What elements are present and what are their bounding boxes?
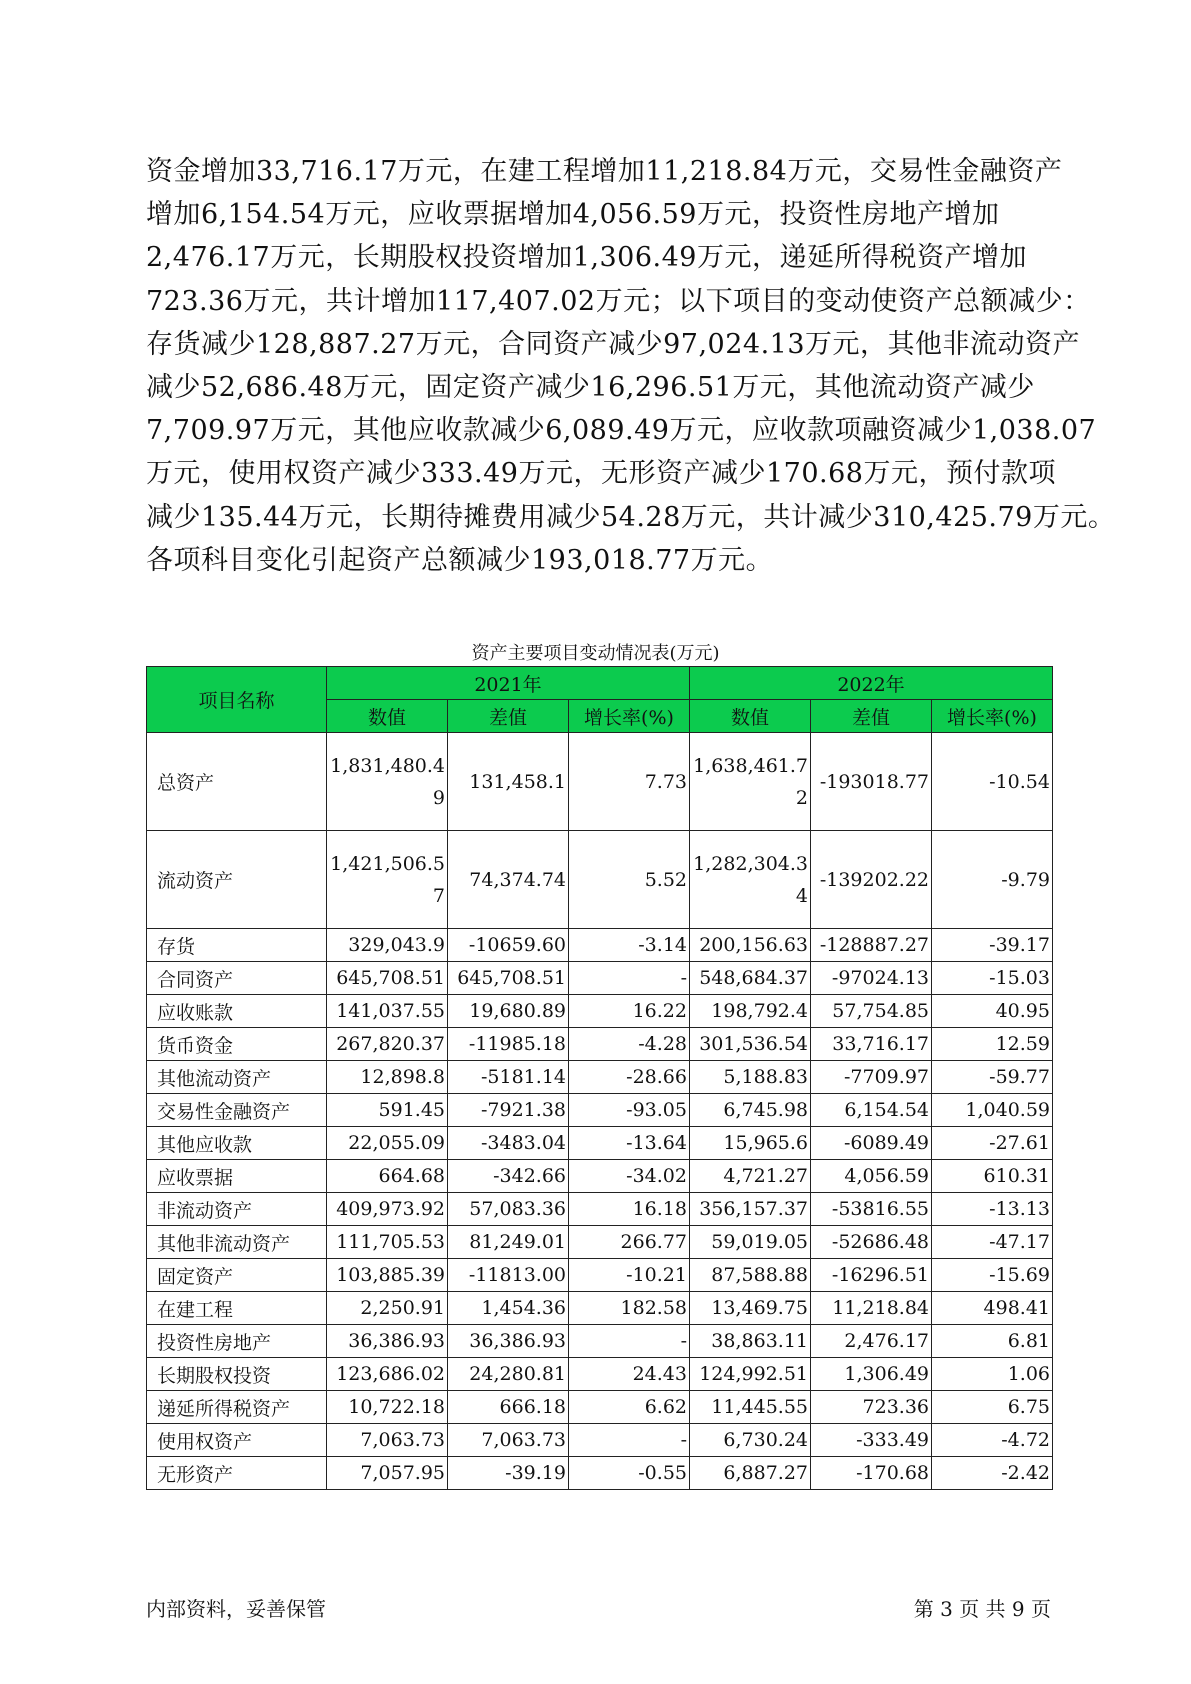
row-cell: -93.05 [569, 1094, 690, 1127]
row-cell: 182.58 [569, 1292, 690, 1325]
header-year-2022: 2022年 [690, 667, 1053, 700]
row-cell: 645,708.51 [327, 962, 448, 995]
row-cell: -7709.97 [811, 1061, 932, 1094]
table-row [147, 1193, 1053, 1226]
table-row [147, 733, 1053, 831]
subheader-diff: 差值 [448, 700, 569, 733]
row-cell: 6,745.98 [690, 1094, 811, 1127]
header-item-name: 项目名称 [147, 667, 327, 733]
row-cell: 266.77 [569, 1226, 690, 1259]
row-cell: 7.73 [569, 733, 690, 831]
table-body [147, 733, 1053, 1490]
subheader-value: 数值 [327, 700, 448, 733]
row-cell: -10.54 [932, 733, 1053, 831]
row-cell: 1.06 [932, 1358, 1053, 1391]
row-cell: -16296.51 [811, 1259, 932, 1292]
row-cell: 198,792.4 [690, 995, 811, 1028]
row-cell: -47.17 [932, 1226, 1053, 1259]
row-cell: -13.64 [569, 1127, 690, 1160]
row-item-name: 总资产 [147, 733, 327, 831]
row-cell: 11,445.55 [690, 1391, 811, 1424]
row-cell: -53816.55 [811, 1193, 932, 1226]
row-cell: - [569, 1424, 690, 1457]
row-cell: 11,218.84 [811, 1292, 932, 1325]
row-cell: -13.13 [932, 1193, 1053, 1226]
row-cell: -59.77 [932, 1061, 1053, 1094]
row-cell: 664.68 [327, 1160, 448, 1193]
row-cell: 131,458.1 [448, 733, 569, 831]
row-cell: 5.52 [569, 831, 690, 929]
row-item-name: 货币资金 [147, 1028, 327, 1061]
row-cell: 6,730.24 [690, 1424, 811, 1457]
row-cell: 356,157.37 [690, 1193, 811, 1226]
table-row [147, 1028, 1053, 1061]
row-cell: -28.66 [569, 1061, 690, 1094]
row-cell: 7,063.73 [448, 1424, 569, 1457]
row-item-name: 投资性房地产 [147, 1325, 327, 1358]
table-row [147, 1325, 1053, 1358]
row-cell: -3.14 [569, 929, 690, 962]
row-cell: 36,386.93 [327, 1325, 448, 1358]
row-cell: -333.49 [811, 1424, 932, 1457]
subheader-growth: 增长率(%) [569, 700, 690, 733]
paragraph-line: 7,709.97万元，其他应收款减少6,089.49万元，应收款项融资减少1,038.07 [146, 415, 1097, 447]
row-cell: 81,249.01 [448, 1226, 569, 1259]
row-cell: -4.72 [932, 1424, 1053, 1457]
row-cell: - [569, 1325, 690, 1358]
row-cell: -0.55 [569, 1457, 690, 1490]
table-row [147, 995, 1053, 1028]
row-item-name: 递延所得税资产 [147, 1391, 327, 1424]
row-item-name: 合同资产 [147, 962, 327, 995]
table-row [147, 1259, 1053, 1292]
row-item-name: 无形资产 [147, 1457, 327, 1490]
row-cell: 123,686.02 [327, 1358, 448, 1391]
row-cell: 7,057.95 [327, 1457, 448, 1490]
row-cell: -170.68 [811, 1457, 932, 1490]
row-cell: -139202.22 [811, 831, 932, 929]
row-cell: 36,386.93 [448, 1325, 569, 1358]
row-cell: -15.03 [932, 962, 1053, 995]
table-row [147, 1061, 1053, 1094]
paragraph-line: 减少135.44万元，长期待摊费用减少54.28万元，共计减少310,425.79万元。 [146, 501, 1116, 533]
header-year-2021: 2021年 [327, 667, 690, 700]
table-row [147, 1424, 1053, 1457]
row-cell: -2.42 [932, 1457, 1053, 1490]
table-row [147, 962, 1053, 995]
subheader-value: 数值 [690, 700, 811, 733]
row-cell: -10.21 [569, 1259, 690, 1292]
row-cell: 548,684.37 [690, 962, 811, 995]
row-item-name: 其他流动资产 [147, 1061, 327, 1094]
row-cell: 19,680.89 [448, 995, 569, 1028]
row-cell: 12,898.8 [327, 1061, 448, 1094]
row-cell: 87,588.88 [690, 1259, 811, 1292]
body-paragraph [146, 150, 1116, 582]
row-cell: 141,037.55 [327, 995, 448, 1028]
row-cell: 12.59 [932, 1028, 1053, 1061]
asset-change-table [146, 666, 1053, 1490]
row-cell: 74,374.74 [448, 831, 569, 929]
row-cell: -97024.13 [811, 962, 932, 995]
table-row [147, 831, 1053, 929]
row-cell: 591.45 [327, 1094, 448, 1127]
row-cell: 5,188.83 [690, 1061, 811, 1094]
row-cell: 1,421,506.57 [327, 831, 448, 929]
row-cell: 2,250.91 [327, 1292, 448, 1325]
row-item-name: 使用权资产 [147, 1424, 327, 1457]
row-cell: -11813.00 [448, 1259, 569, 1292]
row-cell: 666.18 [448, 1391, 569, 1424]
row-cell: 38,863.11 [690, 1325, 811, 1358]
row-item-name: 流动资产 [147, 831, 327, 929]
row-cell: 1,454.36 [448, 1292, 569, 1325]
row-cell: -9.79 [932, 831, 1053, 929]
table-row [147, 929, 1053, 962]
row-cell: -39.17 [932, 929, 1053, 962]
row-item-name: 应收票据 [147, 1160, 327, 1193]
row-cell: 24,280.81 [448, 1358, 569, 1391]
row-cell: 1,282,304.34 [690, 831, 811, 929]
subheader-growth: 增长率(%) [932, 700, 1053, 733]
row-item-name: 存货 [147, 929, 327, 962]
paragraph-line: 万元，使用权资产减少333.49万元，无形资产减少170.68万元，预付款项 [146, 458, 1056, 490]
row-cell: -3483.04 [448, 1127, 569, 1160]
table-caption: 资产主要项目变动情况表(万元) [471, 643, 720, 664]
row-cell: 2,476.17 [811, 1325, 932, 1358]
paragraph-line: 增加6,154.54万元，应收票据增加4,056.59万元，投资性房地产增加 [146, 199, 1000, 231]
row-item-name: 非流动资产 [147, 1193, 327, 1226]
footer-confidential-note: 内部资料，妥善保管 [146, 1597, 326, 1621]
row-cell: 6,154.54 [811, 1094, 932, 1127]
row-cell: 498.41 [932, 1292, 1053, 1325]
table-row [147, 1391, 1053, 1424]
row-cell: 6.75 [932, 1391, 1053, 1424]
paragraph-line: 存货减少128,887.27万元，合同资产减少97,024.13万元，其他非流动资产 [146, 328, 1081, 360]
row-cell: -11985.18 [448, 1028, 569, 1061]
row-item-name: 其他应收款 [147, 1127, 327, 1160]
row-cell: 59,019.05 [690, 1226, 811, 1259]
row-cell: 7,063.73 [327, 1424, 448, 1457]
row-cell: 124,992.51 [690, 1358, 811, 1391]
table-row [147, 1160, 1053, 1193]
row-cell: 4,056.59 [811, 1160, 932, 1193]
row-cell: 13,469.75 [690, 1292, 811, 1325]
row-cell: 200,156.63 [690, 929, 811, 962]
row-cell: 111,705.53 [327, 1226, 448, 1259]
row-cell: 1,306.49 [811, 1358, 932, 1391]
table-row [147, 1457, 1053, 1490]
row-cell: 329,043.9 [327, 929, 448, 962]
row-item-name: 应收账款 [147, 995, 327, 1028]
row-cell: 10,722.18 [327, 1391, 448, 1424]
row-cell: 6.62 [569, 1391, 690, 1424]
paragraph-line: 各项科目变化引起资产总额减少193,018.77万元。 [146, 544, 774, 576]
row-cell: 103,885.39 [327, 1259, 448, 1292]
row-cell: -6089.49 [811, 1127, 932, 1160]
row-cell: 4,721.27 [690, 1160, 811, 1193]
row-item-name: 长期股权投资 [147, 1358, 327, 1391]
row-cell: 33,716.17 [811, 1028, 932, 1061]
row-cell: -7921.38 [448, 1094, 569, 1127]
row-cell: 6,887.27 [690, 1457, 811, 1490]
table-row [147, 1358, 1053, 1391]
paragraph-line: 723.36万元，共计增加117,407.02万元；以下项目的变动使资产总额减少： [146, 285, 1091, 317]
paragraph-line: 减少52,686.48万元，固定资产减少16,296.51万元，其他流动资产减少 [146, 372, 1035, 404]
row-cell: 16.18 [569, 1193, 690, 1226]
row-cell: -10659.60 [448, 929, 569, 962]
row-cell: 645,708.51 [448, 962, 569, 995]
row-item-name: 固定资产 [147, 1259, 327, 1292]
row-cell: -5181.14 [448, 1061, 569, 1094]
row-cell: 22,055.09 [327, 1127, 448, 1160]
row-cell: -193018.77 [811, 733, 932, 831]
row-cell: 15,965.6 [690, 1127, 811, 1160]
row-item-name: 其他非流动资产 [147, 1226, 327, 1259]
row-cell: -34.02 [569, 1160, 690, 1193]
row-cell: 1,040.59 [932, 1094, 1053, 1127]
row-cell: -52686.48 [811, 1226, 932, 1259]
paragraph-line: 2,476.17万元，长期股权投资增加1,306.49万元，递延所得税资产增加 [146, 242, 1027, 274]
row-cell: -128887.27 [811, 929, 932, 962]
row-cell: -39.19 [448, 1457, 569, 1490]
row-cell: 723.36 [811, 1391, 932, 1424]
row-cell: 6.81 [932, 1325, 1053, 1358]
paragraph-line: 资金增加33,716.17万元，在建工程增加11,218.84万元，交易性金融资产 [146, 156, 1063, 187]
row-cell: -342.66 [448, 1160, 569, 1193]
row-cell: 301,536.54 [690, 1028, 811, 1061]
row-item-name: 交易性金融资产 [147, 1094, 327, 1127]
row-cell: 267,820.37 [327, 1028, 448, 1061]
row-cell: 1,831,480.49 [327, 733, 448, 831]
table-row [147, 1094, 1053, 1127]
row-cell: - [569, 962, 690, 995]
row-cell: 610.31 [932, 1160, 1053, 1193]
subheader-diff: 差值 [811, 700, 932, 733]
row-cell: 24.43 [569, 1358, 690, 1391]
row-cell: 57,754.85 [811, 995, 932, 1028]
table-row [147, 1292, 1053, 1325]
table-row [147, 1226, 1053, 1259]
row-cell: 40.95 [932, 995, 1053, 1028]
row-cell: 57,083.36 [448, 1193, 569, 1226]
footer-page-number: 第 3 页 共 9 页 [913, 1597, 1051, 1621]
row-cell: -27.61 [932, 1127, 1053, 1160]
row-cell: -15.69 [932, 1259, 1053, 1292]
table-row [147, 1127, 1053, 1160]
row-cell: 1,638,461.72 [690, 733, 811, 831]
row-cell: 16.22 [569, 995, 690, 1028]
row-item-name: 在建工程 [147, 1292, 327, 1325]
row-cell: -4.28 [569, 1028, 690, 1061]
row-cell: 409,973.92 [327, 1193, 448, 1226]
